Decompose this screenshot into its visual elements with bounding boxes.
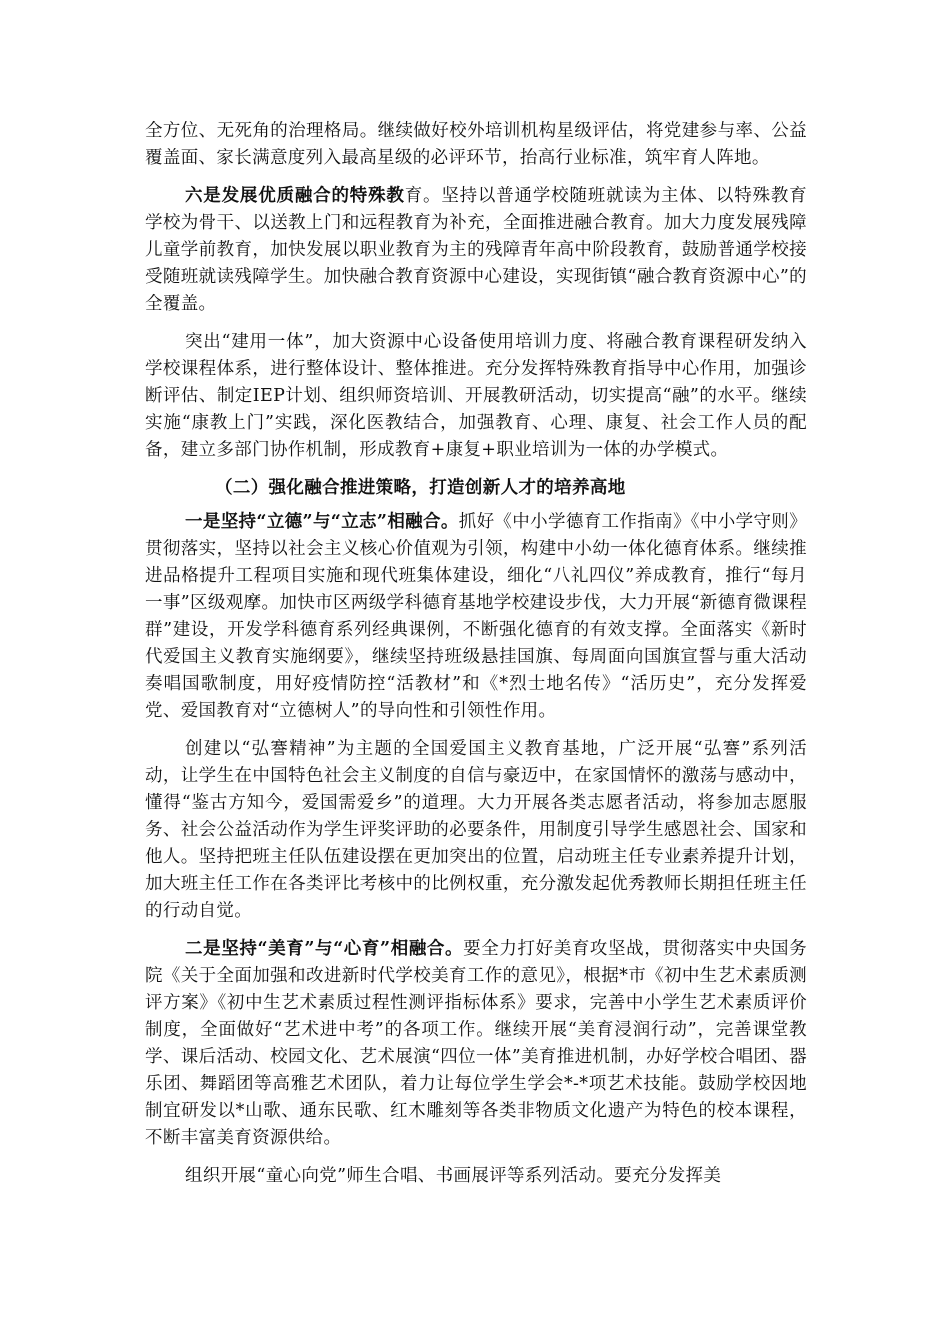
paragraph-choir-activities [145, 1163, 807, 1190]
paragraph-aesthetic-education [145, 936, 807, 1152]
paragraph-text: 抓好《中小学德育工作指南》《中小学守则》贯彻落实，坚持以社会主义核心价值观为引领，构建中小幼一体化德育体系。继续推进品格提升工程项目实施和现代班集体建设，细化“八礼四仪”养成教育，推行“每月一事”区级观摩。加快市区两级学科德育基地学校建设步伐，大力开展“新德育微课程群”建设，开发学科德育系列经典课例，不断强化德育的有效支撑。全面落实《新时代爱国主义教育实施纲要》，继续坚持班级悬挂国旗、每周面向国旗宣誓与重大活动奏唱国歌制度，用好疫情防控“活教材”和《*烈士地名传》“活历史”，充分发挥爱党、爱国教育对“立德树人”的导向性和引领性作用。 [145, 512, 807, 721]
paragraph-lead: 二是坚持“美育”与“心育”相融合。 [185, 939, 464, 959]
paragraph-lead: 六是发展优质融合的特殊教 [185, 186, 405, 206]
paragraph-lead: 一是坚持“立德”与“立志”相融合。 [185, 512, 459, 532]
paragraph-special-education [145, 183, 807, 318]
paragraph-governance [145, 118, 807, 172]
paragraph-text: 育。坚持以普通学校随班就读为主体、以特殊教育学校为骨干、以送教上门和远程教育为补充，全面推进融合教育。加大力度发展残障儿童学前教育，加快发展以职业教育为主的残障青年高中阶段教育，鼓励普通学校接受随班就读残障学生。加快融合教育资源中心建设，实现街镇“融合教育资源中心”的全覆盖。 [145, 186, 808, 314]
paragraph-text: 要全力打好美育攻坚战，贯彻落实中央国务院《关于全面加强和改进新时代学校美育工作的意见》，根据*市《初中生艺术素质测评方案》《初中生艺术素质过程性测评指标体系》要求，完善中小学生艺术素质评价制度，全面做好“艺术进中考”的各项工作。继续开展“美育浸润行动”，完善课堂教学、课后活动、校园文化、艺术展演“四位一体”美育推进机制，办好学校合唱团、器乐团、舞蹈团等高雅艺术团队，着力让每位学生学会*-*项艺术技能。鼓励学校因地制宜研发以*山歌、通东民歌、红木雕刻等各类非物质文化遗产为特色的校本课程，不断丰富美育资源供给。 [145, 939, 807, 1148]
paragraph-patriotism-base [145, 736, 807, 925]
document-body [145, 118, 807, 1201]
paragraph-text: 组织开展“童心向党”师生合唱、书画展评等系列活动。要充分发挥美 [185, 1166, 722, 1186]
paragraph-moral-education [145, 509, 807, 725]
paragraph-resource-center [145, 329, 807, 464]
paragraph-text: 全方位、无死角的治理格局。继续做好校外培训机构星级评估，将党建参与率、公益覆盖面、家长满意度列入最高星级的必评环节，抬高行业标准，筑牢育人阵地。 [145, 121, 807, 168]
paragraph-text: 突出“建用一体”，加大资源中心设备使用培训力度、将融合教育课程研发纳入学校课程体系，进行整体设计、整体推进。充分发挥特殊教育指导中心作用，加强诊断评估、制定IEP计划、组织师资培训、开展教研活动，切实提高“融”的水平。继续实施“康教上门”实践，深化医教结合，加强教育、心理、康复、社会工作人员的配备，建立多部门协作机制，形成教育+康复+职业培训为一体的办学模式。 [145, 332, 807, 460]
section-heading: （二）强化融合推进策略，打造创新人才的培养高地 [215, 478, 626, 498]
paragraph-text: 创建以“弘謇精神”为主题的全国爱国主义教育基地，广泛开展“弘謇”系列活动，让学生在中国特色社会主义制度的自信与豪迈中，在家国情怀的激荡与感动中，懂得“鉴古方知今，爱国需爱乡”的道理。大力开展各类志愿者活动，将参加志愿服务、社会公益活动作为学生评奖评助的必要条件，用制度引导学生感恩社会、国家和他人。坚持把班主任队伍建设摆在更加突出的位置，启动班主任专业素养提升计划，加大班主任工作在各类评比考核中的比例权重，充分激发起优秀教师长期担任班主任的行动自觉。 [145, 739, 807, 921]
